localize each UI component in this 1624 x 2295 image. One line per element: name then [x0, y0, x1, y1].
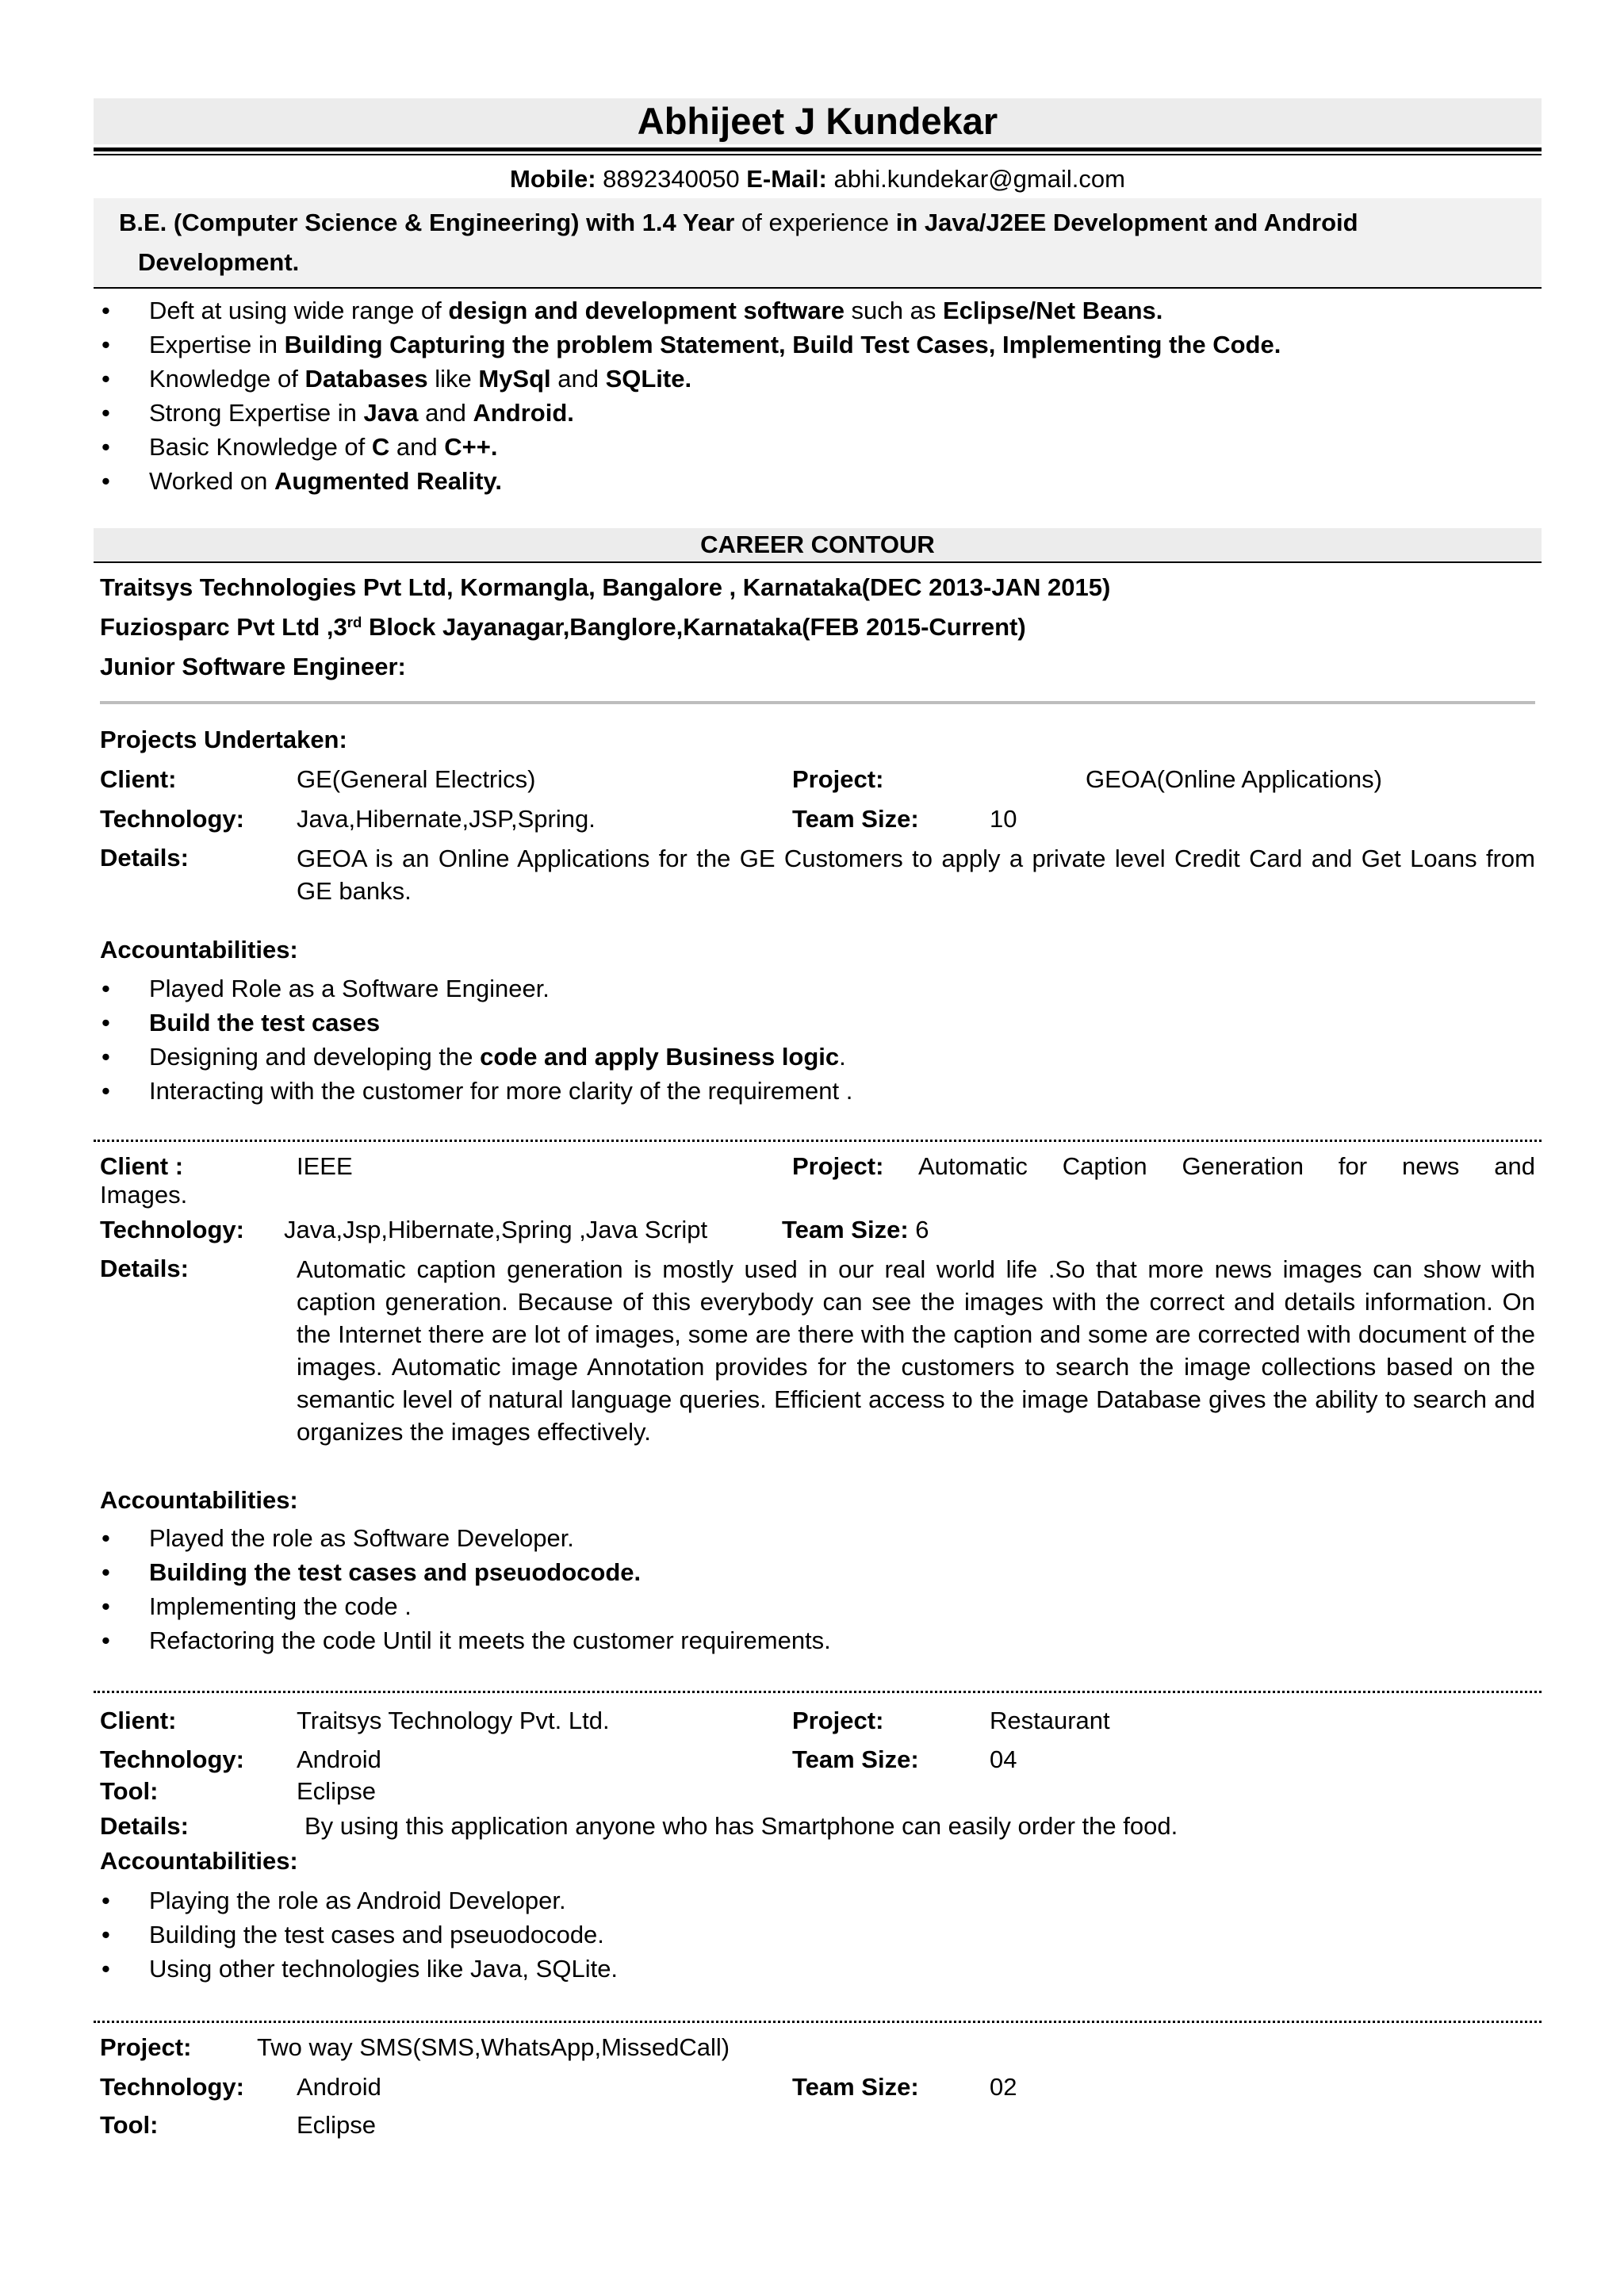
p2-technology-row: Technology: Java,Jsp,Hibernate,Spring ,Java Script Team Size: 6: [94, 1210, 1542, 1250]
p3-technology: Android: [297, 1745, 381, 1773]
p1-client-row: Client: GE(General Electrics) Project: GEOA(Online Applications): [94, 760, 1542, 799]
p1-client: GE(General Electrics): [297, 765, 536, 794]
accountability-item: • Using other technologies like Java, SQLite.: [94, 1952, 1542, 1986]
p2-client: IEEE: [297, 1151, 353, 1180]
p1-team-size: 10: [990, 805, 1017, 833]
summary-part4: Development.: [138, 248, 300, 277]
mobile-label: Mobile:: [510, 165, 596, 193]
p1-technology-row: Technology: Java,Hibernate,JSP,Spring. Team Size: 10: [94, 799, 1542, 839]
p3-technology-row: Technology: Android Team Size: 04: [94, 1744, 1542, 1776]
p2-team-size: 6: [908, 1215, 929, 1243]
accountability-item: • Played the role as Software Developer.: [94, 1521, 1542, 1555]
accountability-item: • Designing and developing the code and apply Business logic.: [94, 1040, 1542, 1074]
email-label: E-Mail:: [746, 165, 827, 193]
projects-heading: Projects Undertaken:: [100, 726, 347, 754]
summary-part3: in Java/J2EE Development and Android: [895, 209, 1358, 237]
project-separator: [94, 1691, 1542, 1693]
accountability-item: • Implementing the code .: [94, 1589, 1542, 1623]
p1-project: GEOA(Online Applications): [1086, 765, 1382, 794]
p3-project: Restaurant: [990, 1706, 1110, 1734]
resume-page: [94, 98, 1542, 2144]
p3-tool-row: Tool: Eclipse: [94, 1776, 1542, 1807]
skill-item: • Deft at using wide range of design and development software such as Eclipse/Net Beans.: [94, 293, 1542, 328]
email-value: abhi.kundekar@gmail.com: [833, 165, 1125, 193]
p3-client-row: Client: Traitsys Technology Pvt. Ltd. Project: Restaurant: [94, 1701, 1542, 1741]
skill-item: • Strong Expertise in Java and Android.: [94, 396, 1542, 430]
skill-item: • Knowledge of Databases like MySql and SQLite.: [94, 362, 1542, 396]
accountability-item: • Building the test cases and pseuodocode.: [94, 1918, 1542, 1952]
p4-team-size: 02: [990, 2072, 1017, 2101]
accountability-item: • Interacting with the customer for more clarity of the requirement .: [94, 1074, 1542, 1108]
job-role: Junior Software Engineer:: [100, 653, 406, 681]
skill-item: • Basic Knowledge of C and C++.: [94, 430, 1542, 464]
p3-accountabilities: [94, 1883, 1542, 1986]
summary-part2: of experience: [741, 209, 890, 237]
accountability-item: • Playing the role as Android Developer.: [94, 1883, 1542, 1918]
candidate-name: Abhijeet J Kundekar: [94, 98, 1542, 144]
p4-technology: Android: [297, 2072, 381, 2101]
p3-tool: Eclipse: [297, 1776, 376, 1805]
p2-accountabilities-heading: Accountabilities:: [100, 1485, 298, 1514]
accountability-item: • Played Role as a Software Engineer.: [94, 971, 1542, 1006]
accountability-item: • Refactoring the code Until it meets the customer requirements.: [94, 1623, 1542, 1657]
p1-accountabilities: [94, 971, 1542, 1108]
mobile-value: 8892340050: [603, 165, 740, 193]
p3-team-size: 04: [990, 1745, 1017, 1773]
accountability-item: • Build the test cases: [94, 1006, 1542, 1040]
p4-tool: Eclipse: [297, 2110, 376, 2139]
accountability-item: • Building the test cases and pseuodocode.: [94, 1555, 1542, 1589]
career-block: [94, 568, 1542, 687]
p4-project-row: Project: Two way SMS(SMS,WhatsApp,MissedCall): [94, 2028, 1542, 2067]
skills-list: [94, 293, 1542, 498]
p3-details: By using this application anyone who has Smartphone can easily order the food.: [304, 1811, 1178, 1840]
project-separator: [94, 1140, 1542, 1142]
p4-tool-row: Tool: Eclipse: [94, 2107, 1542, 2144]
p2-technology: Java,Jsp,Hibernate,Spring ,Java Script: [284, 1215, 708, 1243]
p3-accountabilities-heading: Accountabilities:: [100, 1846, 298, 1875]
p1-accountabilities-heading: Accountabilities:: [100, 936, 298, 964]
p4-technology-row: Technology: Android Team Size: 02: [94, 2067, 1542, 2107]
career-divider: [100, 701, 1535, 704]
header-divider-thick: [94, 148, 1542, 151]
p1-technology: Java,Hibernate,JSP,Spring.: [297, 805, 596, 833]
project-separator: [94, 2021, 1542, 2023]
skill-item: • Worked on Augmented Reality.: [94, 464, 1542, 498]
p2-project-cont: Images.: [100, 1180, 188, 1209]
p1-details: Details: GEOA is an Online Applications for the GE Customers to apply a private level Credit Card and Get Loans from GE banks.: [100, 844, 1535, 906]
p3-details-row: Details: By using this application anyone who has Smartphone can easily order the food.: [94, 1807, 1542, 1845]
summary-part1: B.E. (Computer Science & Engineering) with 1.4 Year: [119, 209, 735, 237]
summary-bar: [94, 198, 1542, 289]
p2-project: Automatic Caption Generation for news and: [918, 1151, 1535, 1180]
employer-2: Fuziosparc Pvt Ltd ,3rd Block Jayanagar,Banglore,Karnataka(FEB 2015-Current): [100, 613, 1026, 642]
career-section-title: CAREER CONTOUR: [94, 528, 1542, 563]
employer-1: Traitsys Technologies Pvt Ltd, Kormangla, Bangalore , Karnataka(DEC 2013-JAN 2015): [100, 573, 1111, 602]
skill-item: • Expertise in Building Capturing the problem Statement, Build Test Cases, Implementing the Code.: [94, 328, 1542, 362]
contact-line: [94, 163, 1542, 195]
p4-project: Two way SMS(SMS,WhatsApp,MissedCall): [257, 2033, 730, 2061]
p2-accountabilities: [94, 1521, 1542, 1657]
header-divider-thin: [94, 154, 1542, 155]
p2-details: Details: Automatic caption generation is mostly used in our real world life .So that more news images can show with caption generation. Because of this everybody can see the images with the correct and details information. On the Internet there are lot of images, some are there with the caption and some are corrected with document of the images. Automatic image Annotation provides for the customers to search the image collections based on the semantic level of natural language queries. Efficient access to the image Database gives the ability to search and organizes the images effectively.: [100, 1254, 1535, 1446]
p2-client-row: Client : IEEE Project: Automatic Caption Generation for news and: [94, 1147, 1542, 1186]
p3-client: Traitsys Technology Pvt. Ltd.: [297, 1706, 610, 1734]
